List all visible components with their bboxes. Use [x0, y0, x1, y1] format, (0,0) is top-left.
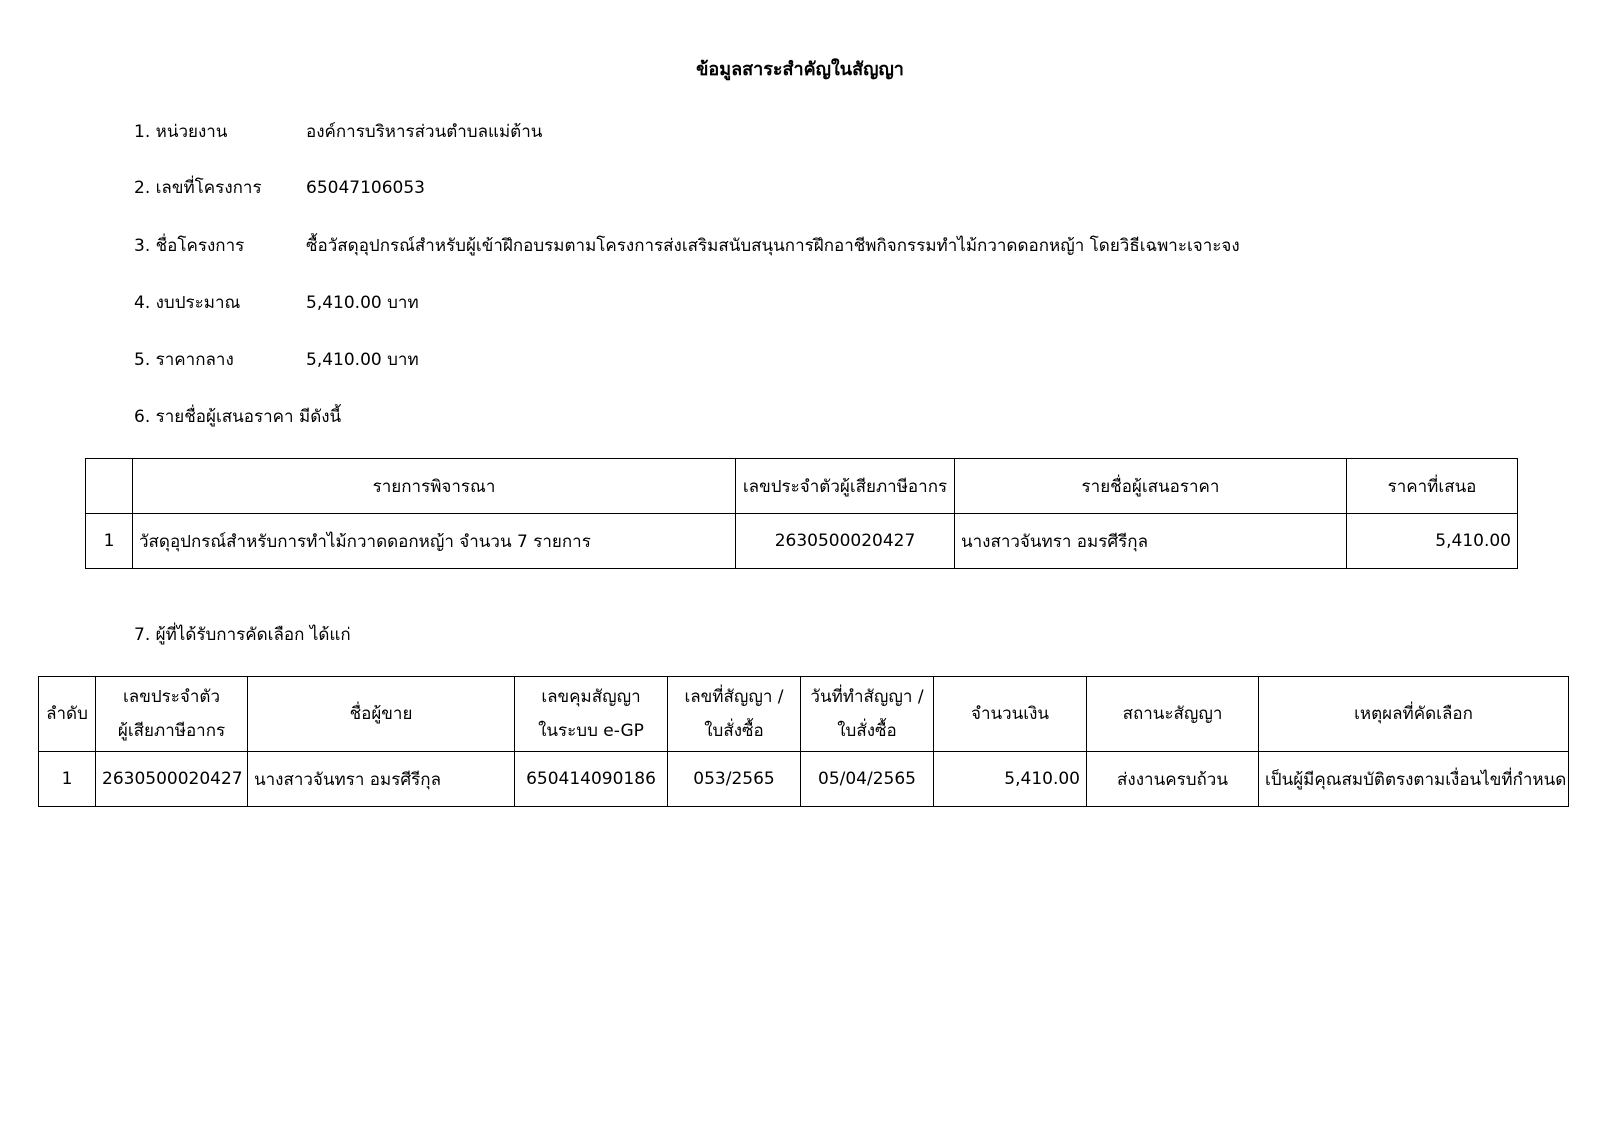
- field-budget-label: 4. งบประมาณ: [134, 293, 241, 313]
- table-cell-egp-number: 650414090186: [515, 752, 668, 807]
- table-header-contract-date: [801, 677, 934, 752]
- document-title: ข้อมูลสาระสำคัญในสัญญา: [696, 59, 904, 80]
- table-header-seller: [248, 677, 515, 752]
- table-cell-index: 1: [86, 514, 133, 569]
- field-agency-value: องค์การบริหารส่วนตำบลแม่ต้าน: [306, 122, 543, 142]
- table-cell-contract-date: 05/04/2565: [801, 752, 934, 807]
- field-project-name-value: ซื้อวัสดุอุปกรณ์สำหรับผู้เข้าฝึกอบรมตามโครงการส่งเสริมสนับสนุนการฝึกอาชีพกิจกรรมทำไม้กวาดดอกหญ้า โดยวิธีเฉพาะเจาะจง: [306, 236, 1240, 256]
- table-header-egp-number: [515, 677, 668, 752]
- table-cell-price: 5,410.00: [1347, 514, 1518, 569]
- table-row: [86, 514, 1518, 569]
- header-line: ผู้เสียภาษีอากร: [117, 721, 226, 741]
- table-cell-bidder: นางสาวจันทรา อมรศีรีกุล: [955, 514, 1347, 569]
- field-project-name-label: 3. ชื่อโครงการ: [134, 236, 245, 256]
- header-line: ลำดับ: [46, 704, 88, 724]
- header-line: จำนวนเงิน: [970, 704, 1050, 724]
- table-cell-tax-id: 2630500020427: [96, 752, 248, 807]
- field-median-price-label: 5. ราคากลาง: [134, 350, 234, 370]
- table-header-row: [86, 459, 1518, 514]
- header-line: วันที่ทำสัญญา /: [810, 687, 924, 707]
- table-header-contract-number: [668, 677, 801, 752]
- table-header-tax-id: [96, 677, 248, 752]
- table-cell-item: วัสดุอุปกรณ์สำหรับการทำไม้กวาดดอกหญ้า จำนวน 7 รายการ: [133, 514, 736, 569]
- header-line: ชื่อผู้ขาย: [349, 704, 413, 724]
- table-cell-contract-number: 053/2565: [668, 752, 801, 807]
- header-line: ในระบบ e-GP: [538, 721, 644, 741]
- header-line: เลขคุมสัญญา: [541, 687, 641, 707]
- header-line: สถานะสัญญา: [1122, 704, 1223, 724]
- table-cell-status: ส่งงานครบถ้วน: [1087, 752, 1259, 807]
- field-project-number-value: 65047106053: [306, 178, 425, 198]
- winners-section-label: 7. ผู้ที่ได้รับการคัดเลือก ได้แก่: [134, 625, 351, 645]
- bidders-section-label: 6. รายชื่อผู้เสนอราคา มีดังนี้: [134, 407, 342, 427]
- table-row: [39, 752, 1569, 807]
- table-header-tax-id: เลขประจำตัวผู้เสียภาษีอากร: [736, 459, 955, 514]
- table-header-price: ราคาที่เสนอ: [1347, 459, 1518, 514]
- table-header-row: [39, 677, 1569, 752]
- table-cell-seller: นางสาวจันทรา อมรศีรีกุล: [248, 752, 515, 807]
- table-cell-reason: เป็นผู้มีคุณสมบัติตรงตามเงื่อนไขที่กำหนด: [1259, 752, 1569, 807]
- table-header-order: [39, 677, 96, 752]
- winners-table: [38, 676, 1569, 807]
- field-budget-value: 5,410.00 บาท: [306, 293, 419, 313]
- field-median-price-value: 5,410.00 บาท: [306, 350, 419, 370]
- header-line: เหตุผลที่คัดเลือก: [1354, 704, 1473, 724]
- table-header-item: รายการพิจารณา: [133, 459, 736, 514]
- table-header-amount: [934, 677, 1087, 752]
- field-project-number-label: 2. เลขที่โครงการ: [134, 178, 262, 198]
- header-line: ใบสั่งซื้อ: [704, 721, 764, 741]
- table-header-status: [1087, 677, 1259, 752]
- field-agency-label: 1. หน่วยงาน: [134, 122, 228, 142]
- table-cell-tax-id: 2630500020427: [736, 514, 955, 569]
- bidders-table: [85, 458, 1518, 569]
- header-line: เลขที่สัญญา /: [684, 687, 784, 707]
- table-cell-order: 1: [39, 752, 96, 807]
- table-header-index: [86, 459, 133, 514]
- table-header-bidder: รายชื่อผู้เสนอราคา: [955, 459, 1347, 514]
- table-cell-amount: 5,410.00: [934, 752, 1087, 807]
- table-header-reason: [1259, 677, 1569, 752]
- header-line: ใบสั่งซื้อ: [837, 721, 897, 741]
- header-line: เลขประจำตัว: [123, 687, 220, 707]
